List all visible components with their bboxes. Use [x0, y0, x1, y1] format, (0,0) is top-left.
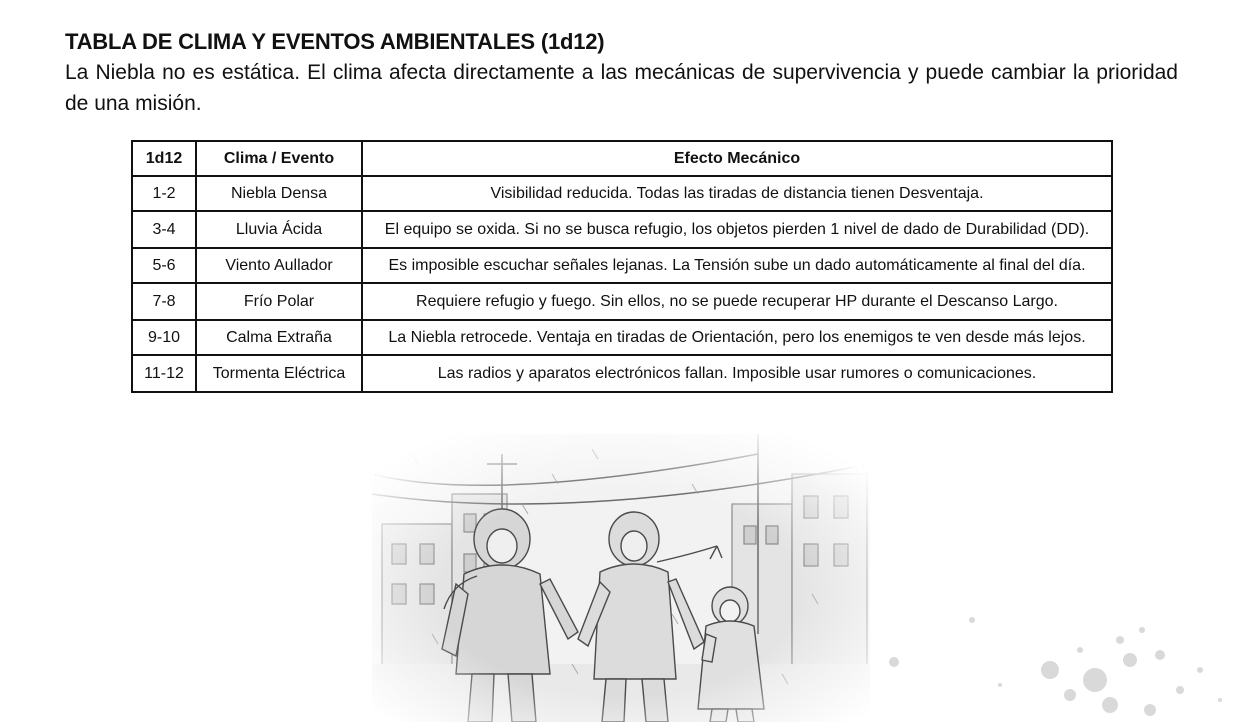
- table-header-row: [132, 141, 1112, 176]
- event-cell: Calma Extraña: [196, 320, 362, 355]
- roll-cell: 1-2: [132, 176, 196, 211]
- roll-cell: 9-10: [132, 320, 196, 355]
- roll-cell: 7-8: [132, 283, 196, 320]
- weather-table: [131, 140, 1113, 393]
- event-cell: Viento Aullador: [196, 248, 362, 283]
- table-row: [132, 355, 1112, 392]
- survivors-illustration: [372, 434, 870, 722]
- effect-cell: Visibilidad reducida. Todas las tiradas de distancia tienen Desventaja.: [362, 176, 1112, 211]
- event-cell: Niebla Densa: [196, 176, 362, 211]
- header-effect: Efecto Mecánico: [362, 141, 1112, 176]
- header-roll: 1d12: [132, 141, 196, 176]
- roll-cell: 11-12: [132, 355, 196, 392]
- intro-paragraph: La Niebla no es estática. El clima afecta directamente a las mecánicas de supervivencia y puede cambiar la prioridad de una misión.: [65, 61, 1178, 115]
- page-title: TABLA DE CLIMA Y EVENTOS AMBIENTALES (1d12): [65, 29, 605, 54]
- event-cell: Lluvia Ácida: [196, 211, 362, 248]
- table-row: [132, 211, 1112, 248]
- effect-cell: Las radios y aparatos electrónicos fallan. Imposible usar rumores o comunicaciones.: [362, 355, 1112, 392]
- table-row: [132, 176, 1112, 211]
- event-cell: Frío Polar: [196, 283, 362, 320]
- effect-cell: La Niebla retrocede. Ventaja en tiradas de Orientación, pero los enemigos te ven desde más lejos.: [362, 320, 1112, 355]
- table-row: [132, 320, 1112, 355]
- event-cell: Tormenta Eléctrica: [196, 355, 362, 392]
- sketch-drawing: [372, 434, 870, 722]
- roll-cell: 5-6: [132, 248, 196, 283]
- header-event: Clima / Evento: [196, 141, 362, 176]
- table-row: [132, 283, 1112, 320]
- table-row: [132, 248, 1112, 283]
- roll-cell: 3-4: [132, 211, 196, 248]
- effect-cell: Es imposible escuchar señales lejanas. La Tensión sube un dado automáticamente al final del día.: [362, 248, 1112, 283]
- paint-splatter-decoration: [880, 600, 1240, 722]
- effect-cell: Requiere refugio y fuego. Sin ellos, no se puede recuperar HP durante el Descanso Largo.: [362, 283, 1112, 320]
- effect-cell: El equipo se oxida. Si no se busca refugio, los objetos pierden 1 nivel de dado de Durabilidad (DD).: [362, 211, 1112, 248]
